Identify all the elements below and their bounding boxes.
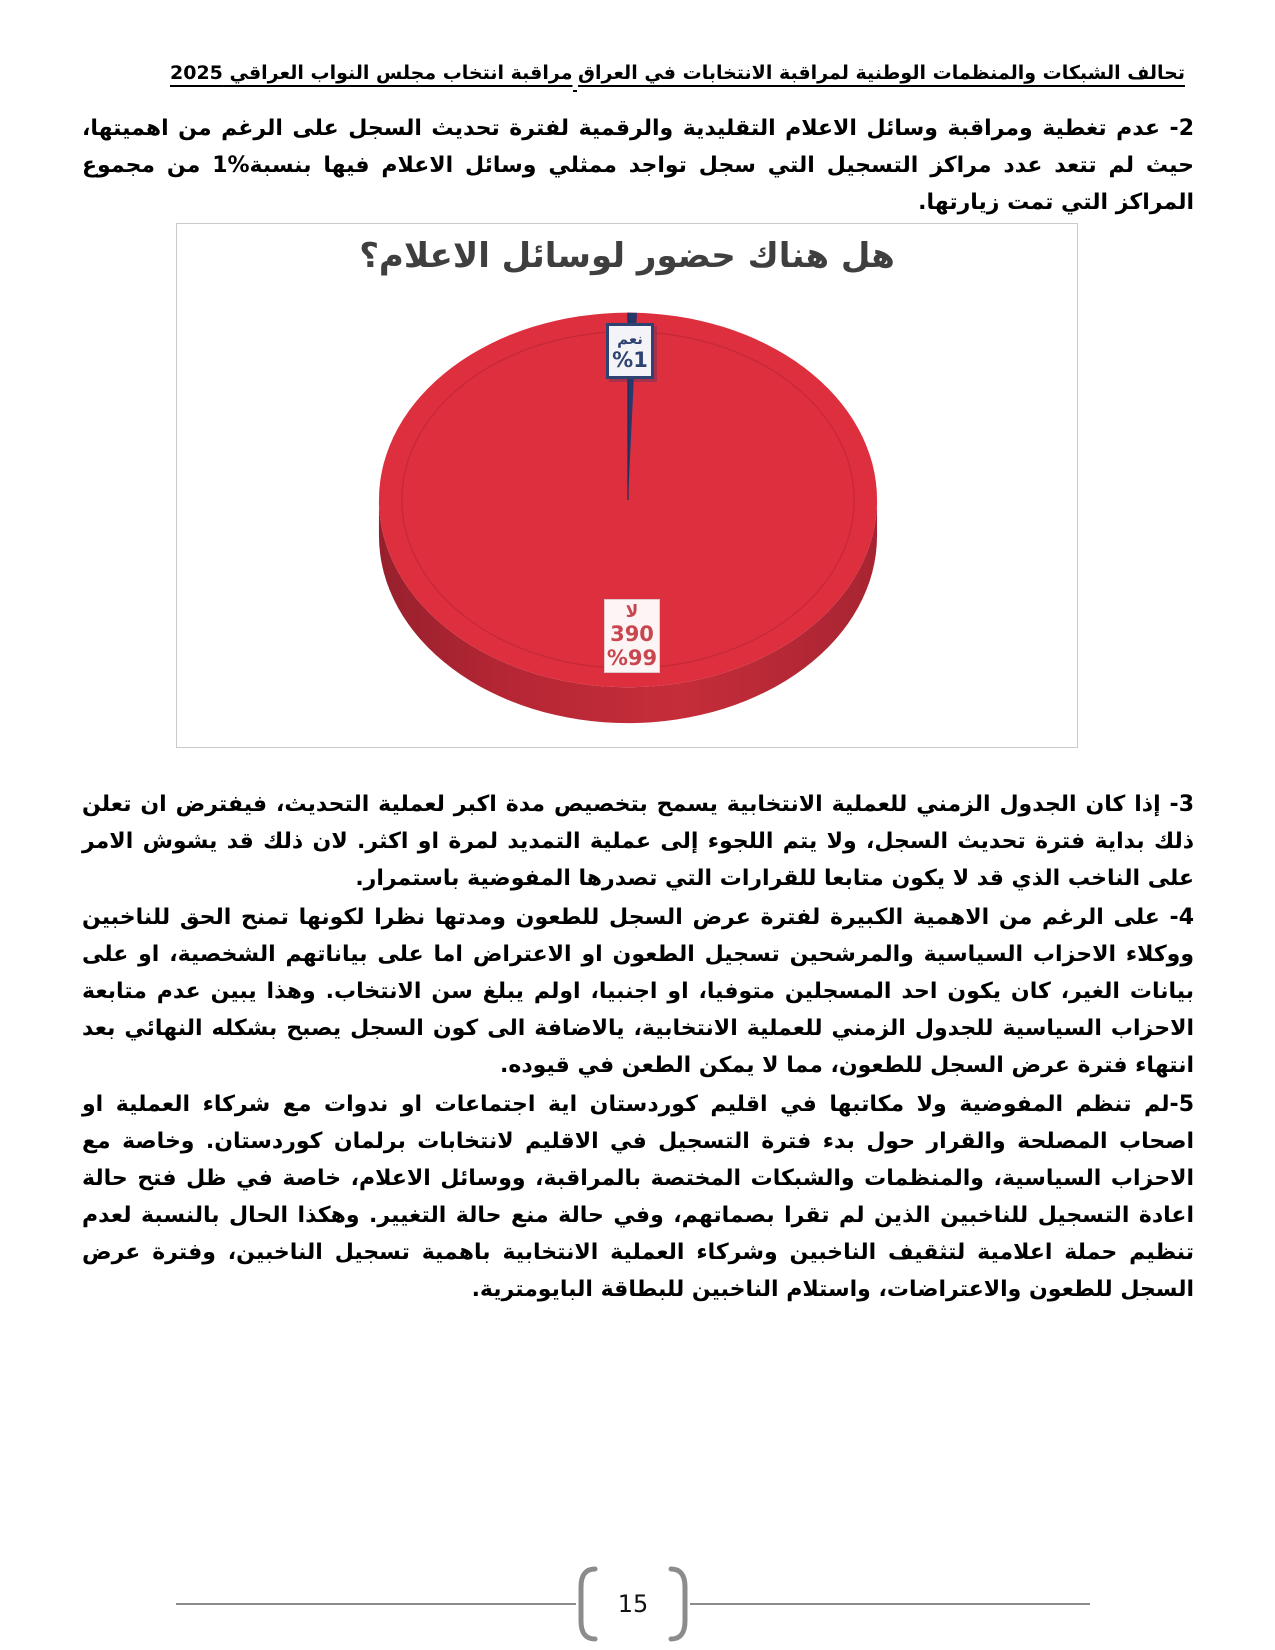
page-number: 15 — [617, 1590, 649, 1618]
paragraphs-block — [82, 786, 1194, 1310]
pie-label-no-text: لا — [625, 602, 639, 622]
chart-figure — [176, 223, 1078, 748]
pie-label-no-value: 390 — [610, 622, 654, 646]
paragraph-2 — [82, 110, 1194, 223]
page-footer — [176, 1562, 1090, 1646]
paragraph-4: 4- على الرغم من الاهمية الكبيرة لفترة عرض السجل للطعون ومدتها نظرا لكونها تمنح الحق للناخبين ووكلاء الاحزاب السياسية والمرشحين تسجيل الطعون او الاعتراض اما على بياناتهم الشخصية، او على بيانات الغير، كان يكون احد المسجلين متوفيا، او اجنبيا، اولم يبلغ سن الانتخاب. وهذا يبين عدم متابعة الاحزاب السياسية للجدول الزمني للعملية الانتخابية، يالاضافة الى كون السجل يصبح بشكله النهائي بعد انتهاء فترة عرض السجل للطعون، مما لا يمكن الطعن في قيوده. — [82, 905, 1194, 1078]
page-header — [170, 58, 1185, 88]
page-number-bracket-right — [668, 1566, 690, 1642]
page-number-bracket-left — [576, 1566, 598, 1642]
footer-line-right — [690, 1603, 1090, 1605]
chart-title: هل هناك حضور لوسائل الاعلام؟ — [359, 236, 895, 276]
pie-label-yes-percent: %1 — [612, 348, 648, 372]
pie-label-yes — [606, 323, 654, 379]
paragraph-5: 5-لم تنظم المفوضية ولا مكاتبها في اقليم كوردستان اية اجتماعات او ندوات مع شركاء العملية او اصحاب المصلحة والقرار حول بدء فترة التسجيل في الاقليم لانتخابات برلمان كوردستان. وخاصة مع الاحزاب السياسية، والمنظمات والشبكات المختصة بالمراقبة، ووسائل الاعلام، خاصة في ظل فتح حالة اعادة التسجيل للناخبين الذين لم تقرا بصماتهم، وفي حالة منع حالة التغيير. وهكذا الحال بالنسبة لعدم تنظيم حملة اعلامية لتثقيف الناخبين وشركاء العملية الانتخابية باهمية تسجيل الناخبين، وفترة عرض السجل للطعون والاعتراضات، واستلام الناخبين للبطاقة البايومترية. — [82, 1092, 1194, 1302]
paragraph-2-text: 2- عدم تغطية ومراقبة وسائل الاعلام التقليدية والرقمية لفترة تحديث السجل على الرغم من اهميتها، حيث لم تتعد عدد مراكز التسجيل التي سجل تواجد ممثلي وسائل الاعلام فيها بنسبة%1 من مجموع المراكز التي تمت زيارتها. — [82, 116, 1194, 215]
footer-line-left — [176, 1603, 576, 1605]
header-underline-filler — [573, 90, 577, 92]
pie-label-no-percent: %99 — [606, 646, 658, 670]
paragraph-3: 3- إذا كان الجدول الزمني للعملية الانتخابية يسمح بتخصيص مدة اكبر لعملية التحديث، فيفترض ان تعلن ذلك بداية فترة تحديث السجل، ولا يتم اللجوء إلى عملية التمديد لمرة او اكثر. لان ذلك قد يشوش الامر على الناخب الذي قد لا يكون متابعا للقرارات التي تصدرها المفوضية باستمرار. — [82, 792, 1194, 891]
pie-label-yes-text: نعم — [617, 330, 643, 348]
header-title-left: مراقبة انتخاب مجلس النواب العراقي 2025 — [170, 62, 573, 84]
header-title-right: تحالف الشبكات والمنظمات الوطنية لمراقبة الانتخابات في العراق — [578, 62, 1185, 84]
pie-label-no — [604, 599, 660, 673]
